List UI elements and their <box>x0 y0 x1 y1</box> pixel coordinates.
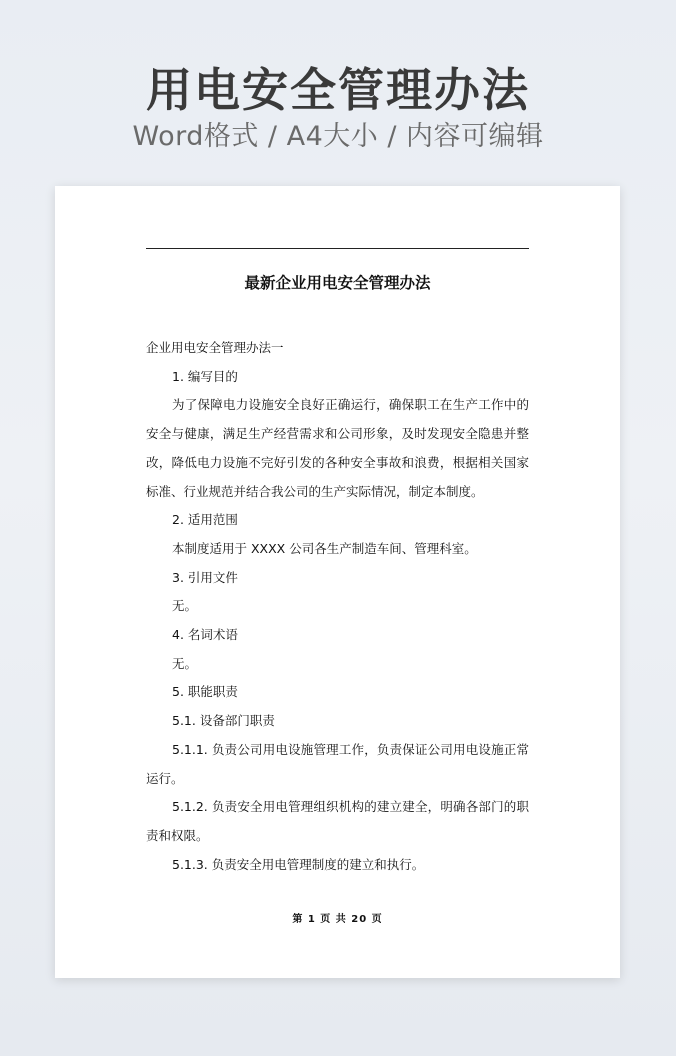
body-paragraph: 无。 <box>172 655 198 671</box>
document-page <box>55 186 620 978</box>
body-paragraph: 本制度适用于 XXXX 公司各生产制造车间、管理科室。 <box>172 540 477 556</box>
list-item: 5.1.2. 负责安全用电管理组织机构的建立建全，明确各部门的职责和权限。 <box>146 799 529 843</box>
banner-title: 用电安全管理办法 <box>146 63 530 117</box>
header-rule <box>146 248 529 249</box>
numbered-heading: 4. 名词术语 <box>172 627 238 643</box>
section-heading: 企业用电安全管理办法一 <box>146 340 284 355</box>
document-title: 最新企业用电安全管理办法 <box>244 274 431 292</box>
list-item: 5.1.1. 负责公司用电设施管理工作，负责保证公司用电设施正常运行。 <box>146 741 529 786</box>
body-paragraph: 无。 <box>172 598 198 614</box>
body-paragraph: 为了保障电力设施安全良好正确运行，确保职工在生产工作中的安全与健康，满足生产经营需求和公司形象，及时发现安全隐患并整改，降低电力设施不完好引发的各种安全事故和浪费，根据相关国家标准、行业规范并结合我公司的生产实际情况，制定本制度。 <box>146 397 529 499</box>
banner-subtitle: Word格式 / A4大小 / 内容可编辑 <box>132 121 544 152</box>
sub-heading: 5.1. 设备部门职责 <box>172 713 275 729</box>
numbered-heading: 1. 编写目的 <box>172 368 238 384</box>
numbered-heading: 2. 适用范围 <box>172 512 238 528</box>
document-body <box>146 334 529 879</box>
numbered-heading: 5. 职能职责 <box>172 684 238 700</box>
list-item: 5.1.3. 负责安全用电管理制度的建立和执行。 <box>172 856 425 872</box>
numbered-heading: 3. 引用文件 <box>172 569 238 585</box>
page-footer: 第 1 页 共 20 页 <box>292 914 383 925</box>
